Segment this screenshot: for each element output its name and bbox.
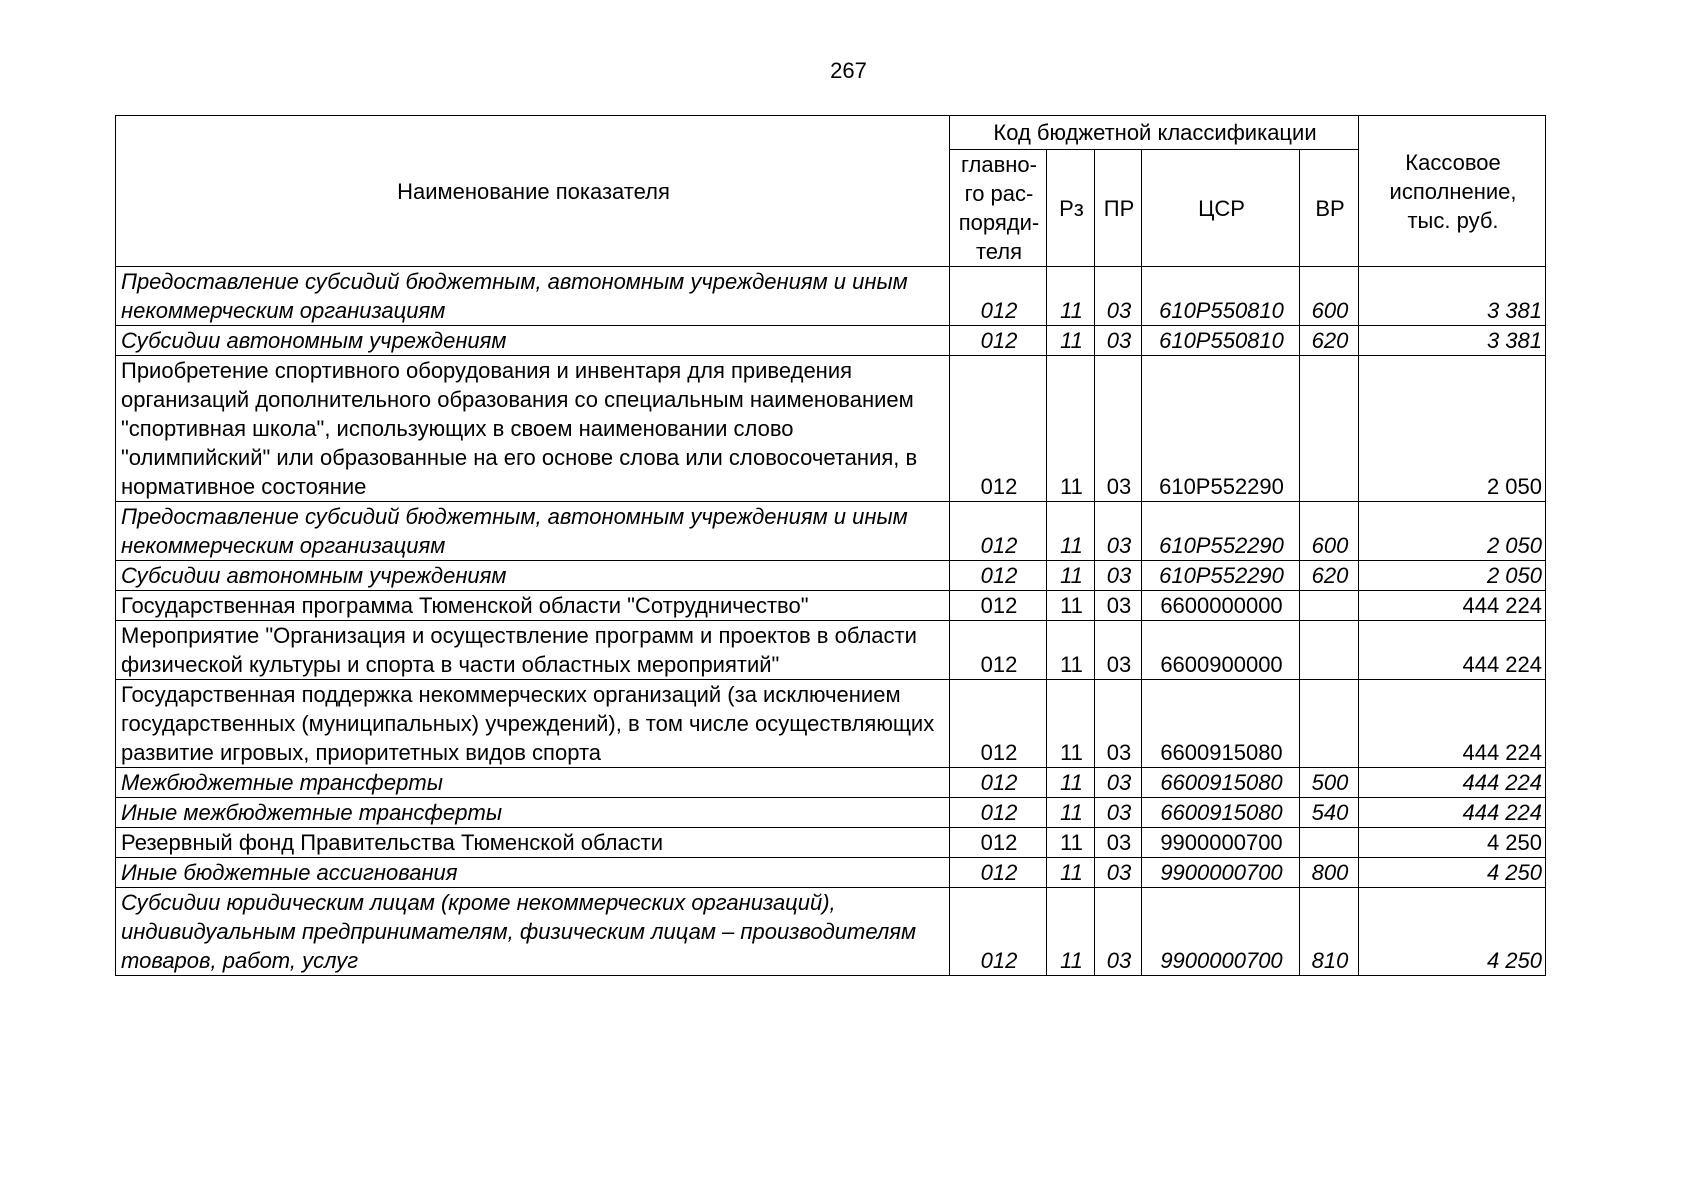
row-name-cell: Резервный фонд Правительства Тюменской области (116, 828, 950, 858)
row-csr-cell: 6600900000 (1142, 621, 1300, 680)
row-csr-cell: 610P552290 (1142, 561, 1300, 591)
row-vr-cell: 600 (1300, 502, 1359, 561)
row-name-cell: Субсидии автономным учреждениям (116, 561, 950, 591)
row-csr-cell: 6600915080 (1142, 798, 1300, 828)
row-csr-cell: 6600000000 (1142, 591, 1300, 621)
row-sum-cell: 2 050 (1359, 356, 1546, 502)
row-csr-cell: 9900000700 (1142, 858, 1300, 888)
row-glavny-cell: 012 (950, 858, 1047, 888)
row-vr-cell: 620 (1300, 561, 1359, 591)
header-glavny: главно- го рас- поряди- теля (950, 150, 1047, 267)
row-sum-cell: 444 224 (1359, 591, 1546, 621)
page-number: 267 (830, 58, 867, 83)
row-vr-cell (1300, 621, 1359, 680)
row-rz-cell: 11 (1047, 768, 1095, 798)
row-rz-cell: 11 (1047, 858, 1095, 888)
row-rz-cell: 11 (1047, 561, 1095, 591)
table-row (116, 356, 1546, 502)
row-vr-cell (1300, 828, 1359, 858)
row-rz-cell: 11 (1047, 356, 1095, 502)
row-rz-cell: 11 (1047, 828, 1095, 858)
row-sum-cell: 3 381 (1359, 326, 1546, 356)
row-rz-cell: 11 (1047, 267, 1095, 326)
row-rz-cell: 11 (1047, 888, 1095, 976)
row-vr-cell: 620 (1300, 326, 1359, 356)
row-sum-cell: 444 224 (1359, 798, 1546, 828)
row-pr-cell: 03 (1095, 591, 1142, 621)
row-name-cell: Иные бюджетные ассигнования (116, 858, 950, 888)
table-row (116, 798, 1546, 828)
row-sum-cell: 444 224 (1359, 768, 1546, 798)
table-row (116, 326, 1546, 356)
row-sum-cell: 4 250 (1359, 828, 1546, 858)
row-name-cell: Предоставление субсидий бюджетным, автономным учреждениям и иным некоммерческим организациям (116, 502, 950, 561)
row-glavny-cell: 012 (950, 828, 1047, 858)
row-glavny-cell: 012 (950, 621, 1047, 680)
row-rz-cell: 11 (1047, 591, 1095, 621)
row-pr-cell: 03 (1095, 828, 1142, 858)
row-sum-cell: 2 050 (1359, 502, 1546, 561)
row-sum-cell: 3 381 (1359, 267, 1546, 326)
row-name-cell: Государственная поддержка некоммерческих организаций (за исключением государственных (муниципальных) учреждений), в том числе осуществляющих развитие игровых, приоритетных видов спорта (116, 680, 950, 768)
row-csr-cell: 9900000700 (1142, 888, 1300, 976)
header-pr: ПР (1095, 150, 1142, 267)
row-rz-cell: 11 (1047, 680, 1095, 768)
row-rz-cell: 11 (1047, 621, 1095, 680)
row-pr-cell: 03 (1095, 798, 1142, 828)
row-vr-cell: 500 (1300, 768, 1359, 798)
table-row (116, 768, 1546, 798)
row-pr-cell: 03 (1095, 356, 1142, 502)
row-glavny-cell: 012 (950, 326, 1047, 356)
row-rz-cell: 11 (1047, 502, 1095, 561)
row-vr-cell: 800 (1300, 858, 1359, 888)
row-vr-cell (1300, 680, 1359, 768)
row-name-cell: Субсидии юридическим лицам (кроме некоммерческих организаций), индивидуальным предпринимателям, физическим лицам – производителям товаров, работ, услуг (116, 888, 950, 976)
row-sum-cell: 444 224 (1359, 621, 1546, 680)
header-kbk-group: Код бюджетной классификации (950, 116, 1359, 150)
row-pr-cell: 03 (1095, 326, 1142, 356)
row-glavny-cell: 012 (950, 680, 1047, 768)
table-body (116, 267, 1546, 976)
row-vr-cell: 810 (1300, 888, 1359, 976)
row-pr-cell: 03 (1095, 502, 1142, 561)
row-pr-cell: 03 (1095, 888, 1142, 976)
row-pr-cell: 03 (1095, 267, 1142, 326)
header-name: Наименование показателя (116, 116, 950, 267)
row-name-cell: Приобретение спортивного оборудования и инвентаря для приведения организаций дополнительного образования со специальным наименованием "спортивная школа", использующих в своем наименовании слово "олимпийский" или образованные на его основе слова или словосочетания, в нормативное состояние (116, 356, 950, 502)
row-glavny-cell: 012 (950, 888, 1047, 976)
row-glavny-cell: 012 (950, 768, 1047, 798)
row-name-cell: Предоставление субсидий бюджетным, автономным учреждениям и иным некоммерческим организациям (116, 267, 950, 326)
row-pr-cell: 03 (1095, 561, 1142, 591)
table-row (116, 680, 1546, 768)
table-row (116, 502, 1546, 561)
row-csr-cell: 610P550810 (1142, 267, 1300, 326)
header-rz: Рз (1047, 150, 1095, 267)
row-pr-cell: 03 (1095, 768, 1142, 798)
row-csr-cell: 6600915080 (1142, 768, 1300, 798)
row-csr-cell: 610P552290 (1142, 356, 1300, 502)
row-glavny-cell: 012 (950, 561, 1047, 591)
row-vr-cell (1300, 591, 1359, 621)
row-pr-cell: 03 (1095, 680, 1142, 768)
row-csr-cell: 9900000700 (1142, 828, 1300, 858)
row-glavny-cell: 012 (950, 502, 1047, 561)
table-row (116, 591, 1546, 621)
row-name-cell: Межбюджетные трансферты (116, 768, 950, 798)
row-glavny-cell: 012 (950, 356, 1047, 502)
row-pr-cell: 03 (1095, 621, 1142, 680)
row-name-cell: Государственная программа Тюменской области "Сотрудничество" (116, 591, 950, 621)
row-rz-cell: 11 (1047, 798, 1095, 828)
table-row (116, 828, 1546, 858)
table-row (116, 858, 1546, 888)
row-glavny-cell: 012 (950, 267, 1047, 326)
header-csr: ЦСР (1142, 150, 1300, 267)
row-name-cell: Субсидии автономным учреждениям (116, 326, 950, 356)
row-sum-cell: 4 250 (1359, 858, 1546, 888)
header-sum: Кассовое исполнение, тыс. руб. (1359, 116, 1546, 267)
row-csr-cell: 610P552290 (1142, 502, 1300, 561)
budget-table (115, 115, 1546, 976)
row-name-cell: Иные межбюджетные трансферты (116, 798, 950, 828)
row-csr-cell: 610P550810 (1142, 326, 1300, 356)
row-glavny-cell: 012 (950, 798, 1047, 828)
row-csr-cell: 6600915080 (1142, 680, 1300, 768)
row-sum-cell: 4 250 (1359, 888, 1546, 976)
row-name-cell: Мероприятие "Организация и осуществление программ и проектов в области физической культуры и спорта в части областных мероприятий" (116, 621, 950, 680)
table-row (116, 561, 1546, 591)
row-vr-cell (1300, 356, 1359, 502)
row-rz-cell: 11 (1047, 326, 1095, 356)
row-vr-cell: 600 (1300, 267, 1359, 326)
row-glavny-cell: 012 (950, 591, 1047, 621)
table-row (116, 888, 1546, 976)
row-sum-cell: 444 224 (1359, 680, 1546, 768)
table-row (116, 267, 1546, 326)
row-vr-cell: 540 (1300, 798, 1359, 828)
table-header (116, 116, 1546, 267)
header-vr: ВР (1300, 150, 1359, 267)
row-sum-cell: 2 050 (1359, 561, 1546, 591)
table-row (116, 621, 1546, 680)
row-pr-cell: 03 (1095, 858, 1142, 888)
